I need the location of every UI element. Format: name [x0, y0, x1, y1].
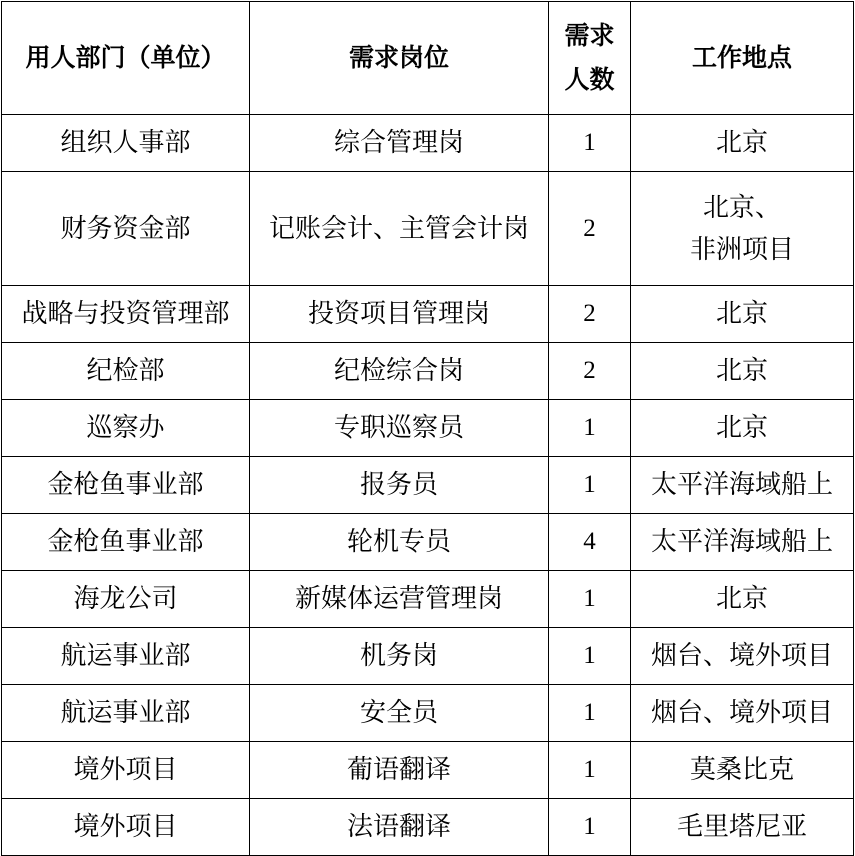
- table-row: [2, 742, 854, 799]
- header-location: 工作地点: [631, 2, 854, 115]
- cell-count: 1: [549, 457, 631, 514]
- cell-position: 新媒体运营管理岗: [250, 571, 549, 628]
- cell-count: 1: [549, 571, 631, 628]
- location-line: 非洲项目: [689, 234, 794, 265]
- cell-position: 安全员: [250, 685, 549, 742]
- header-count: [549, 2, 631, 115]
- cell-dept: 组织人事部: [2, 115, 250, 172]
- cell-count: 1: [549, 628, 631, 685]
- cell-count: 1: [549, 742, 631, 799]
- cell-dept: 战略与投资管理部: [2, 286, 250, 343]
- cell-location: 莫桑比克: [631, 742, 854, 799]
- table-row: [2, 343, 854, 400]
- cell-location: 北京: [631, 571, 854, 628]
- cell-count: 1: [549, 685, 631, 742]
- table-row: [2, 115, 854, 172]
- cell-position: 报务员: [250, 457, 549, 514]
- cell-location: 北京: [631, 286, 854, 343]
- cell-location: 烟台、境外项目: [631, 685, 854, 742]
- cell-position: 轮机专员: [250, 514, 549, 571]
- job-requirements-table: [1, 1, 854, 856]
- cell-count: 2: [549, 343, 631, 400]
- cell-location: [631, 172, 854, 286]
- cell-dept: 境外项目: [2, 799, 250, 856]
- cell-dept: 航运事业部: [2, 628, 250, 685]
- header-count-label: 需求人数: [564, 21, 615, 94]
- cell-dept: 财务资金部: [2, 172, 250, 286]
- table-row: [2, 685, 854, 742]
- cell-position: 纪检综合岗: [250, 343, 549, 400]
- cell-position: 法语翻译: [250, 799, 549, 856]
- cell-position: 综合管理岗: [250, 115, 549, 172]
- cell-dept: 海龙公司: [2, 571, 250, 628]
- table-row: [2, 799, 854, 856]
- cell-location: 烟台、境外项目: [631, 628, 854, 685]
- cell-count: 1: [549, 115, 631, 172]
- table-row: [2, 457, 854, 514]
- cell-location: 北京: [631, 343, 854, 400]
- cell-dept: 境外项目: [2, 742, 250, 799]
- cell-location: 北京: [631, 400, 854, 457]
- cell-count: 2: [549, 286, 631, 343]
- table-row: [2, 400, 854, 457]
- table-row: [2, 628, 854, 685]
- location-line: 北京、: [702, 192, 781, 223]
- cell-position: 葡语翻译: [250, 742, 549, 799]
- table-row: [2, 172, 854, 286]
- cell-count: 1: [549, 400, 631, 457]
- cell-location: 毛里塔尼亚: [631, 799, 854, 856]
- cell-count: 4: [549, 514, 631, 571]
- cell-position: 投资项目管理岗: [250, 286, 549, 343]
- table-row: [2, 571, 854, 628]
- cell-position: 专职巡察员: [250, 400, 549, 457]
- header-position: 需求岗位: [250, 2, 549, 115]
- cell-location: 太平洋海域船上: [631, 514, 854, 571]
- cell-count: 2: [549, 172, 631, 286]
- cell-location: 太平洋海域船上: [631, 457, 854, 514]
- table-row: [2, 286, 854, 343]
- cell-dept: 金枪鱼事业部: [2, 514, 250, 571]
- header-row: [2, 2, 854, 115]
- cell-count: 1: [549, 799, 631, 856]
- cell-position: 机务岗: [250, 628, 549, 685]
- cell-position: 记账会计、主管会计岗: [250, 172, 549, 286]
- header-dept: 用人部门（单位）: [2, 2, 250, 115]
- table-row: [2, 514, 854, 571]
- cell-dept: 纪检部: [2, 343, 250, 400]
- cell-location: 北京: [631, 115, 854, 172]
- cell-dept: 巡察办: [2, 400, 250, 457]
- cell-dept: 航运事业部: [2, 685, 250, 742]
- cell-dept: 金枪鱼事业部: [2, 457, 250, 514]
